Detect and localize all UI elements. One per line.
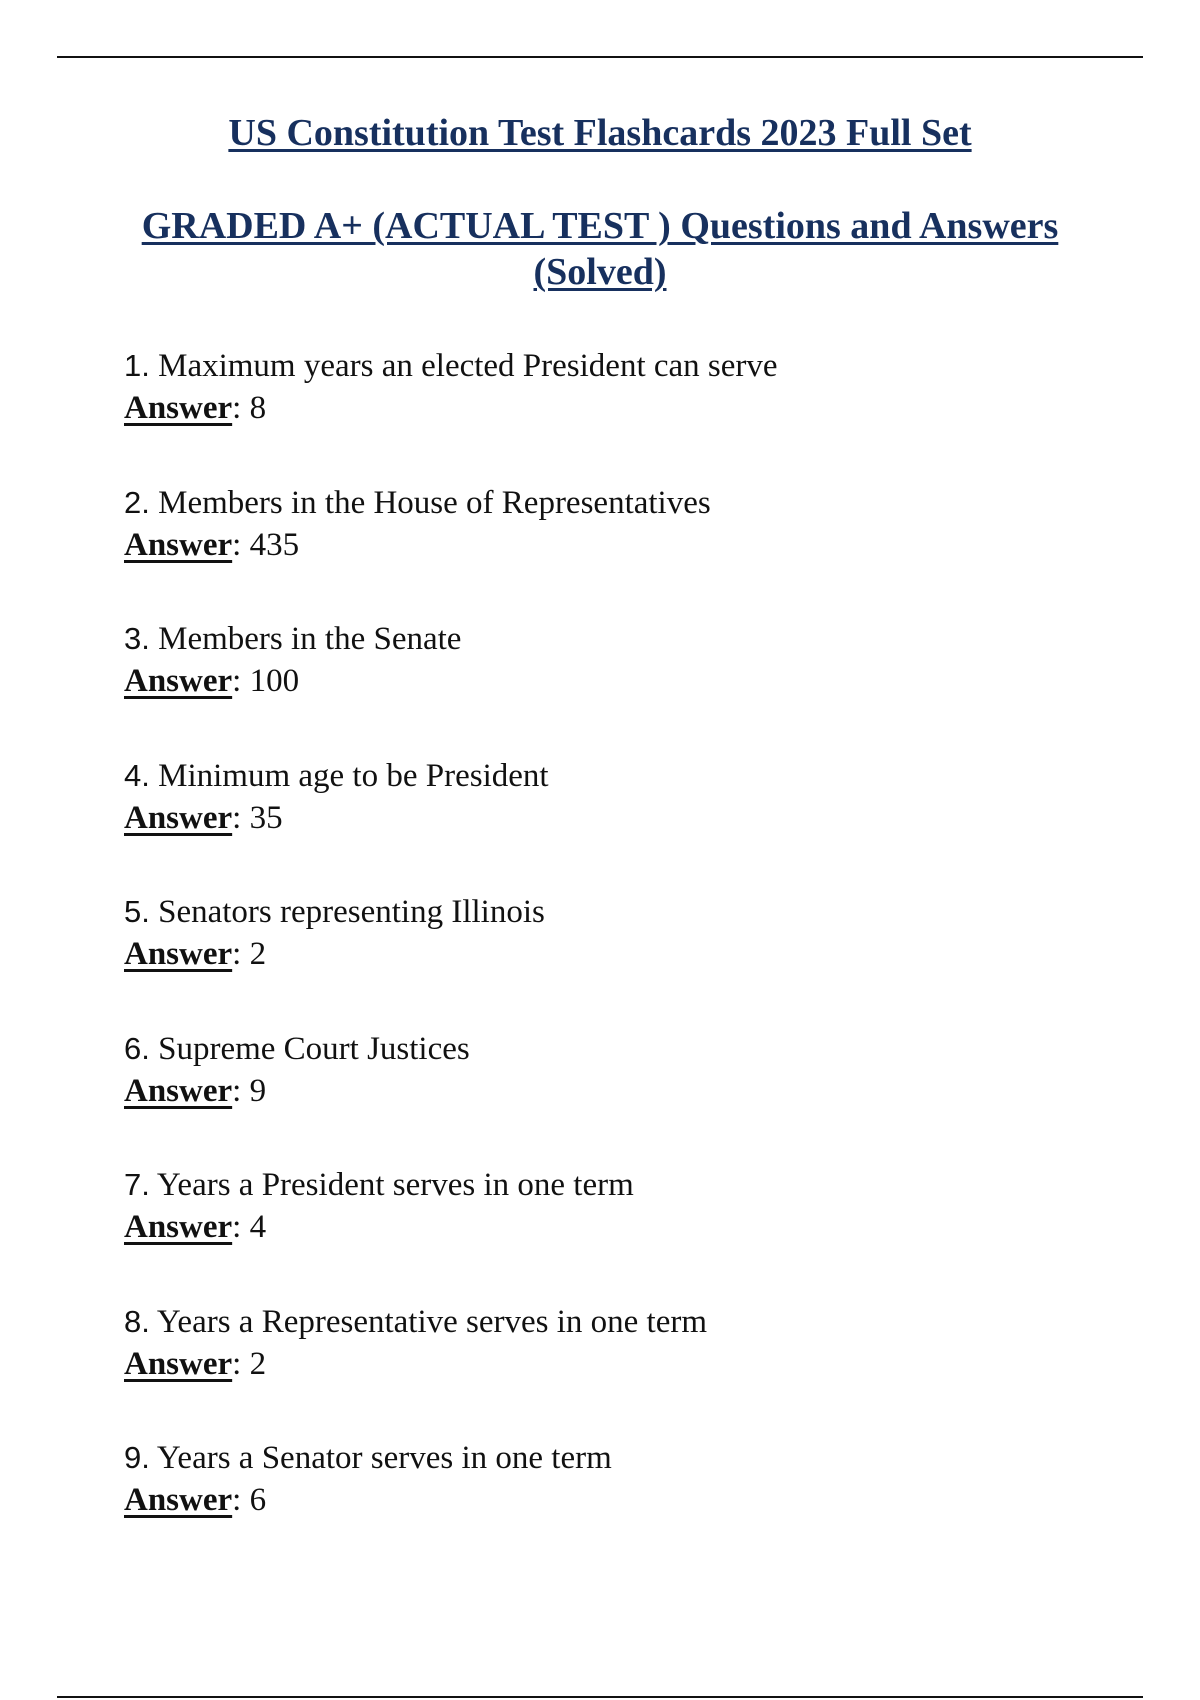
top-rule — [57, 56, 1143, 58]
answer-value: 4 — [249, 1209, 267, 1245]
answer: Answer: 6 — [124, 1482, 267, 1518]
qa-item-5 — [124, 891, 1124, 1028]
answer-value: 8 — [249, 390, 267, 426]
answer: Answer: 2 — [124, 936, 267, 972]
qa-list — [124, 345, 1124, 1574]
qa-item-1 — [124, 345, 1124, 482]
question-number: 2. — [124, 484, 150, 520]
question — [124, 345, 1124, 387]
question-text: Senators representing Illinois — [158, 894, 545, 930]
document-title — [0, 110, 1200, 156]
question-text: Maximum years an elected President can serve — [158, 348, 778, 384]
question-text: Supreme Court Justices — [158, 1030, 470, 1067]
answer-label: Answer — [124, 390, 233, 426]
qa-item-9 — [124, 1437, 1124, 1574]
question — [124, 1437, 1124, 1479]
answer-value: 35 — [249, 799, 283, 836]
question-number: 4. — [124, 757, 150, 793]
question-text: Members in the House of Representatives — [158, 484, 711, 521]
answer-label: Answer — [124, 526, 233, 563]
answer: Answer: 4 — [124, 1209, 267, 1245]
answer: Answer: 35 — [124, 799, 283, 836]
question — [124, 891, 1124, 933]
question-text: Years a Representative serves in one term — [156, 1303, 708, 1340]
question-number: 5. — [124, 894, 150, 929]
answer-value: 9 — [249, 1072, 267, 1109]
qa-item-6 — [124, 1028, 1124, 1165]
title-line-3: (Solved) — [533, 251, 667, 293]
question-number: 1. — [124, 348, 150, 383]
answer: Answer: 100 — [124, 663, 300, 699]
question-number: 3. — [124, 621, 150, 656]
qa-item-8 — [124, 1301, 1124, 1438]
question — [124, 1028, 1124, 1070]
answer-value: 2 — [249, 1345, 267, 1382]
title-line-1: US Constitution Test Flashcards 2023 Full Set — [228, 112, 972, 154]
bottom-rule — [57, 1696, 1143, 1698]
question — [124, 1301, 1124, 1343]
qa-item-7 — [124, 1164, 1124, 1301]
answer-label: Answer — [124, 1072, 233, 1109]
question-number: 9. — [124, 1440, 150, 1475]
question — [124, 618, 1124, 660]
qa-item-3 — [124, 618, 1124, 755]
question-number: 6. — [124, 1030, 150, 1066]
qa-item-2 — [124, 482, 1124, 619]
answer-label: Answer — [124, 1345, 233, 1382]
qa-item-4 — [124, 755, 1124, 892]
answer: Answer: 435 — [124, 526, 300, 563]
question — [124, 482, 1124, 524]
question — [124, 1164, 1124, 1206]
document-subtitle — [0, 203, 1200, 295]
title-line-2: GRADED A+ (ACTUAL TEST ) Questions and Answers — [141, 205, 1059, 247]
answer-label: Answer — [124, 1482, 233, 1518]
question-number: 7. — [124, 1167, 150, 1202]
question-text: Minimum age to be President — [158, 757, 549, 794]
answer-label: Answer — [124, 799, 233, 836]
answer-label: Answer — [124, 936, 233, 972]
answer-value: 6 — [249, 1482, 267, 1518]
answer-value: 435 — [249, 526, 300, 563]
answer: Answer: 8 — [124, 390, 267, 426]
answer-label: Answer — [124, 1209, 233, 1245]
question-text: Years a Senator serves in one term — [156, 1440, 612, 1476]
answer-value: 100 — [249, 663, 300, 699]
question-number: 8. — [124, 1303, 150, 1339]
question-text: Members in the Senate — [158, 621, 462, 657]
answer: Answer: 2 — [124, 1345, 267, 1382]
question — [124, 755, 1124, 797]
answer: Answer: 9 — [124, 1072, 267, 1109]
question-text: Years a President serves in one term — [156, 1167, 634, 1203]
answer-label: Answer — [124, 663, 233, 699]
answer-value: 2 — [249, 936, 267, 972]
